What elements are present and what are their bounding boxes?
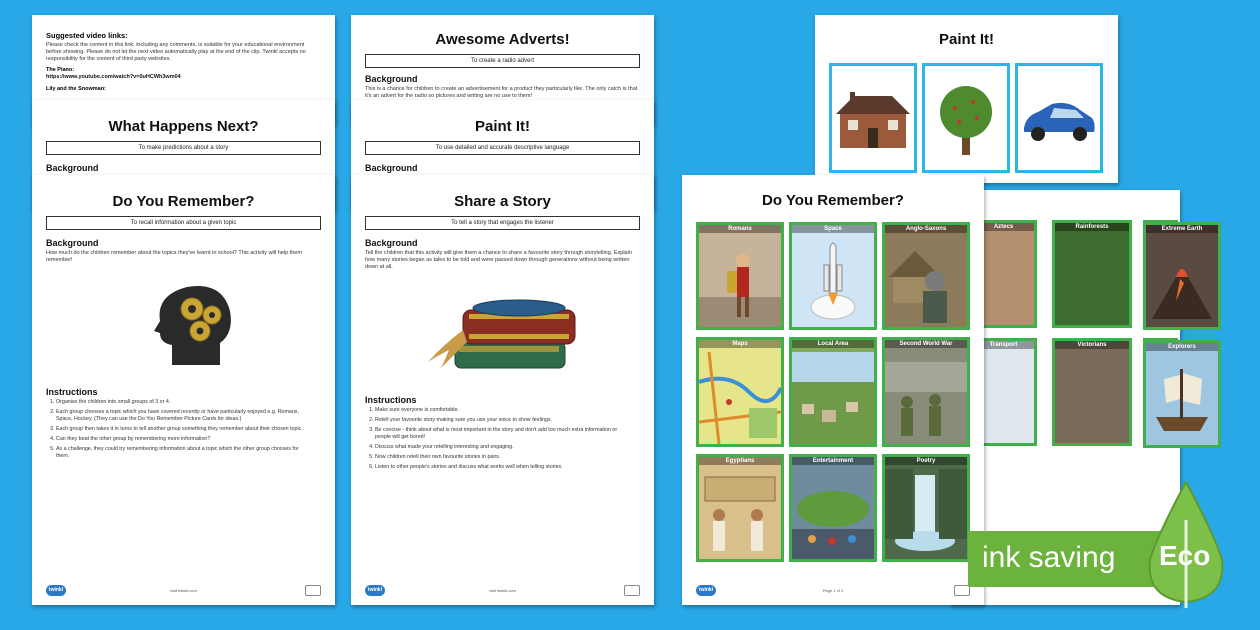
topic-card-second-world-war bbox=[882, 337, 970, 447]
share-a-story-sheet bbox=[351, 175, 654, 605]
topic-card bbox=[1052, 220, 1132, 328]
topic-label: Victorians bbox=[1055, 341, 1129, 349]
instruction-item: 1. Organise the children into small groups of 3 or 4. bbox=[56, 399, 311, 406]
car-icon bbox=[1018, 96, 1100, 146]
instructions-heading: Instructions bbox=[365, 395, 417, 405]
page-number: Page 1 of 2 bbox=[822, 588, 844, 593]
aim-box: To use detailed and accurate descriptive language bbox=[365, 141, 640, 155]
egyptian-icon bbox=[699, 469, 781, 559]
rocket-icon bbox=[792, 237, 874, 327]
twinkl-logo: twinkl bbox=[46, 585, 66, 596]
topic-card bbox=[1052, 338, 1132, 446]
twinkl-logo: twinkl bbox=[696, 585, 716, 596]
instruction-item: 3. Each group then takes it in turns to tell another group something they remember about their chosen topic. bbox=[56, 426, 311, 433]
topic-label: Space bbox=[792, 225, 874, 233]
stadium-icon bbox=[792, 469, 874, 559]
topic-label: Second World War bbox=[885, 340, 967, 348]
anglo-saxon-icon bbox=[885, 237, 967, 327]
aim-box: To make predictions about a story bbox=[46, 141, 321, 155]
waterfall-icon bbox=[885, 469, 967, 559]
topic-label: Transport bbox=[973, 341, 1034, 349]
video-links-intro: Please check the content in this link, including any comments, is suitable for your educational environment before showing. Please do not let the next video automatically play at the end of the clip. Twinkl accepts no responsibility for the content of third party websites. bbox=[46, 42, 306, 62]
head-gears-illustration bbox=[142, 275, 262, 375]
footer-badge-icon bbox=[624, 585, 640, 596]
twinkl-logo: twinkl bbox=[365, 585, 385, 596]
topic-card-local-area bbox=[789, 337, 877, 447]
topic-card-maps bbox=[696, 337, 784, 447]
aim-box: To tell a story that engages the listener bbox=[365, 216, 640, 230]
instruction-item: 2. Retell your favourite story making sure you use your voice to show feelings. bbox=[375, 417, 630, 424]
topic-card-romans bbox=[696, 222, 784, 330]
footer-badge-icon bbox=[305, 585, 321, 596]
background-text: Tell the children that this activity will give them a chance to share a favourite story through storytelling. Explain how many stories began as tales to be told and were passed down through generations without being written down at all. bbox=[365, 250, 632, 270]
sheet-title: Share a Story bbox=[454, 193, 551, 210]
tree-icon bbox=[925, 80, 1007, 160]
background-heading: Background bbox=[46, 163, 99, 173]
sheet-title: Awesome Adverts! bbox=[435, 31, 570, 48]
instruction-item: 5. Now children retell their own favourite stories in pairs. bbox=[375, 454, 630, 461]
sheet-title: Do You Remember? bbox=[112, 193, 255, 210]
video-item-title: The Piano: bbox=[46, 67, 75, 73]
ship-icon bbox=[1146, 359, 1218, 439]
books-illustration bbox=[423, 290, 583, 380]
instructions-list bbox=[56, 399, 311, 463]
topic-label: Egyptians bbox=[699, 457, 781, 465]
instruction-item: 3. Be concise - think about what is most important in the story and don't add too much extra information or people will get bored! bbox=[375, 427, 630, 441]
topic-label: Explorers bbox=[1146, 343, 1218, 351]
ink-saving-label: ink saving bbox=[982, 541, 1116, 574]
instruction-item: 4. Discuss what made your retelling interesting and engaging. bbox=[375, 444, 630, 451]
village-icon bbox=[792, 352, 874, 444]
background-heading: Background bbox=[365, 74, 418, 84]
sheet-footer bbox=[696, 585, 970, 597]
do-you-remember-plan-sheet bbox=[32, 175, 335, 605]
topic-label: Maps bbox=[699, 340, 781, 348]
topic-card-entertainment bbox=[789, 454, 877, 562]
volcano-icon bbox=[1146, 261, 1218, 321]
aim-box: To create a radio advert bbox=[365, 54, 640, 68]
topic-card-space bbox=[789, 222, 877, 330]
instruction-item: 1. Make sure everyone is comfortable. bbox=[375, 407, 630, 414]
instruction-item: 6. Listen to other people's stories and discuss what works well when telling stories. bbox=[375, 464, 630, 471]
eco-label: Eco bbox=[1159, 540, 1211, 571]
sheet-footer bbox=[46, 585, 321, 597]
topic-label: Rainforests bbox=[1055, 223, 1129, 231]
aim-box: To recall information about a given topic bbox=[46, 216, 321, 230]
topic-card-explorers bbox=[1143, 340, 1221, 448]
instruction-item: 4. Can they beat the other group by remembering more information? bbox=[56, 436, 311, 443]
background-heading: Background bbox=[46, 238, 99, 248]
topic-card-poetry bbox=[882, 454, 970, 562]
instructions-list bbox=[375, 407, 630, 474]
topic-label: Anglo-Saxons bbox=[885, 225, 967, 233]
topic-card-extreme-earth bbox=[1143, 222, 1221, 330]
video-item-title-2: Lily and the Snowman: bbox=[46, 86, 106, 92]
house-icon bbox=[832, 90, 914, 150]
instruction-item: 2. Each group chooses a topic which you have covered recently or have particularly enjoyed e.g. Romans, Space, Hockey. (They can use the Do You Remember Picture Cards for ideas.) bbox=[56, 409, 311, 423]
sheet-title: What Happens Next? bbox=[108, 118, 259, 135]
sheet-title: Do You Remember? bbox=[762, 192, 904, 209]
topic-label: Local Area bbox=[792, 340, 874, 348]
video-item-link[interactable]: https://www.youtube.com/watch?v=0uHCWh3wm04 bbox=[46, 74, 181, 80]
soldiers-icon bbox=[885, 352, 967, 444]
do-you-remember-cards-sheet bbox=[682, 175, 984, 605]
sheet-footer bbox=[365, 585, 640, 597]
map-icon bbox=[699, 352, 781, 444]
topic-label: Entertainment bbox=[792, 457, 874, 465]
topic-card-egyptians bbox=[696, 454, 784, 562]
paint-it-cards-sheet bbox=[815, 15, 1118, 183]
sheet-title: Paint It! bbox=[475, 118, 530, 135]
picture-card-house bbox=[829, 63, 917, 173]
topic-label: Extreme Earth bbox=[1146, 225, 1218, 233]
video-links-title: Suggested video links: bbox=[46, 31, 128, 40]
background-text: This is a chance for children to create an advertisement for a product they particularly like. The only catch is that it's an advert for the radio so pictures and writing are no use to them! bbox=[365, 86, 638, 99]
picture-card-car bbox=[1015, 63, 1103, 173]
sheet-title: Paint It! bbox=[939, 31, 994, 48]
footer-url: visit twinkl.com bbox=[170, 588, 197, 593]
topic-label: Romans bbox=[699, 225, 781, 233]
topic-label: Poetry bbox=[885, 457, 967, 465]
topic-card-anglo-saxons bbox=[882, 222, 970, 330]
background-heading: Background bbox=[365, 238, 418, 248]
background-heading: Background bbox=[365, 163, 418, 173]
topic-label: Aztecs bbox=[973, 223, 1034, 231]
instruction-item: 5. As a challenge, they could try remembering information about a topic which the other group chooses for them. bbox=[56, 446, 311, 460]
instructions-heading: Instructions bbox=[46, 387, 98, 397]
background-text: How much do the children remember about the topics they've learnt in school? This activity will help them remember! bbox=[46, 250, 302, 263]
picture-card-tree bbox=[922, 63, 1010, 173]
roman-soldier-icon bbox=[699, 237, 781, 327]
footer-url: visit twinkl.com bbox=[489, 588, 516, 593]
